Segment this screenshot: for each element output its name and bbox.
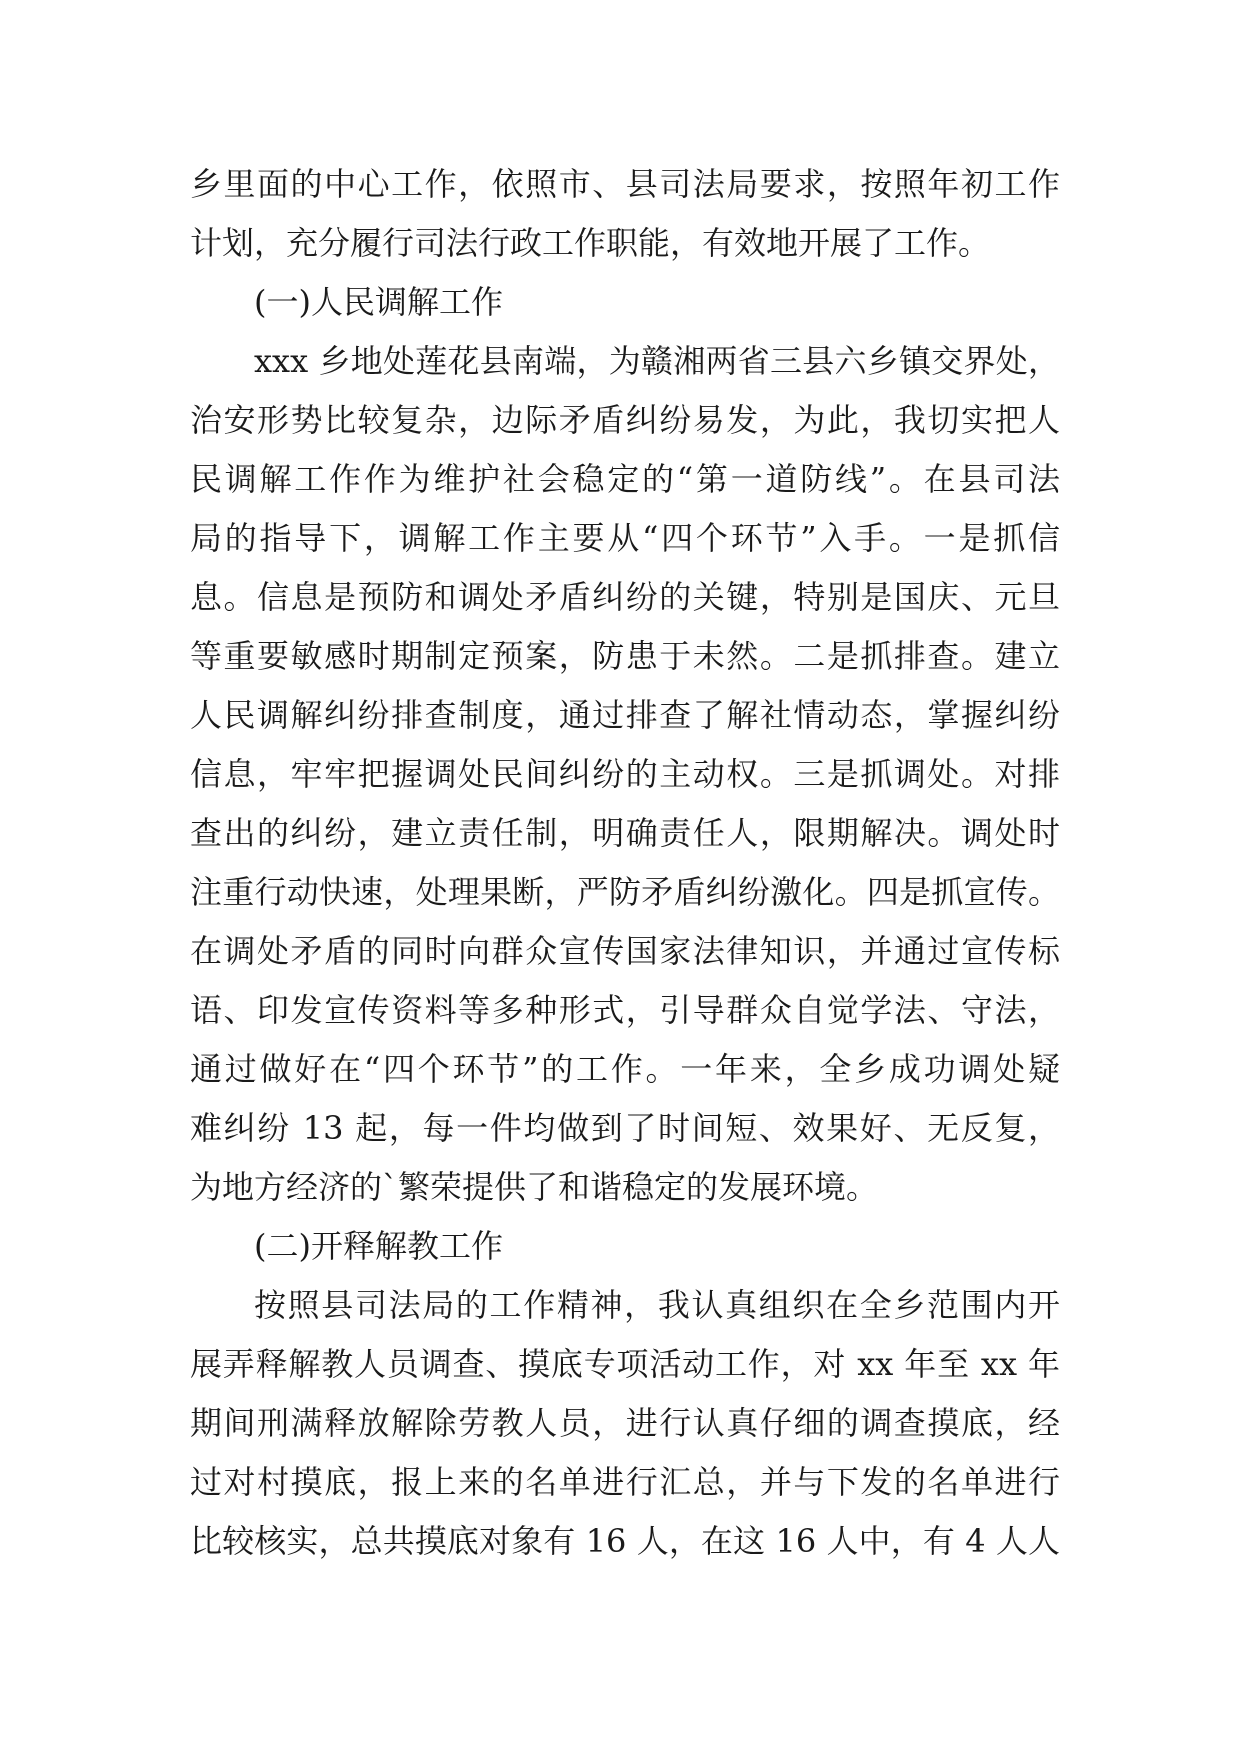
mediation-line-13: 通过做好在“四个环节”的工作。一年来，全乡成功调处疑 [190,1050,1060,1088]
document-body [190,155,1060,1571]
mediation-line-10: 注重行动快速，处理果断，严防矛盾纠纷激化。四是抓宣传。 [190,873,1060,911]
release-line-2: 展弄释解教人员调查、摸底专项活动工作，对 xx 年至 xx 年 [190,1345,1060,1383]
mediation-line-7: 人民调解纠纷排查制度，通过排查了解社情动态，掌握纠纷 [190,696,1060,734]
mediation-line-14: 难纠纷 13 起，每一件均做到了时间短、效果好、无反复， [190,1109,1060,1147]
section-heading-mediation: (一)人民调解工作 [254,283,503,321]
mediation-line-5: 息。信息是预防和调处矛盾纠纷的关键，特别是国庆、元旦 [190,578,1060,616]
mediation-line-2: 治安形势比较复杂，边际矛盾纠纷易发，为此，我切实把人 [190,401,1060,439]
section-heading-release: (二)开释解教工作 [254,1227,503,1265]
mediation-line-9: 查出的纠纷，建立责任制，明确责任人，限期解决。调处时 [190,814,1060,852]
release-line-3: 期间刑满释放解除劳教人员，进行认真仔细的调查摸底，经 [190,1404,1060,1442]
mediation-line-1: xxx 乡地处莲花县南端，为赣湘两省三县六乡镇交界处， [254,342,1060,380]
mediation-line-8: 信息，牢牢把握调处民间纠纷的主动权。三是抓调处。对排 [190,755,1060,793]
intro-line-2: 计划，充分履行司法行政工作职能，有效地开展了工作。 [190,224,991,262]
release-line-4: 过对村摸底，报上来的名单进行汇总，并与下发的名单进行 [190,1463,1060,1501]
mediation-line-15: 为地方经济的`繁荣提供了和谐稳定的发展环境。 [190,1168,879,1206]
mediation-line-6: 等重要敏感时期制定预案，防患于未然。二是抓排查。建立 [190,637,1060,675]
release-line-1: 按照县司法局的工作精神，我认真组织在全乡范围内开 [254,1286,1060,1324]
release-line-5: 比较核实，总共摸底对象有 16 人，在这 16 人中，有 4 人人 [190,1522,1060,1560]
mediation-line-12: 语、印发宣传资料等多种形式，引导群众自觉学法、守法， [190,991,1060,1029]
mediation-line-3: 民调解工作作为维护社会稳定的“第一道防线”。在县司法 [190,460,1060,498]
intro-line-1: 乡里面的中心工作，依照市、县司法局要求，按照年初工作 [190,165,1060,203]
mediation-line-4: 局的指导下，调解工作主要从“四个环节”入手。一是抓信 [190,519,1060,557]
mediation-line-11: 在调处矛盾的同时向群众宣传国家法律知识，并通过宣传标 [190,932,1060,970]
